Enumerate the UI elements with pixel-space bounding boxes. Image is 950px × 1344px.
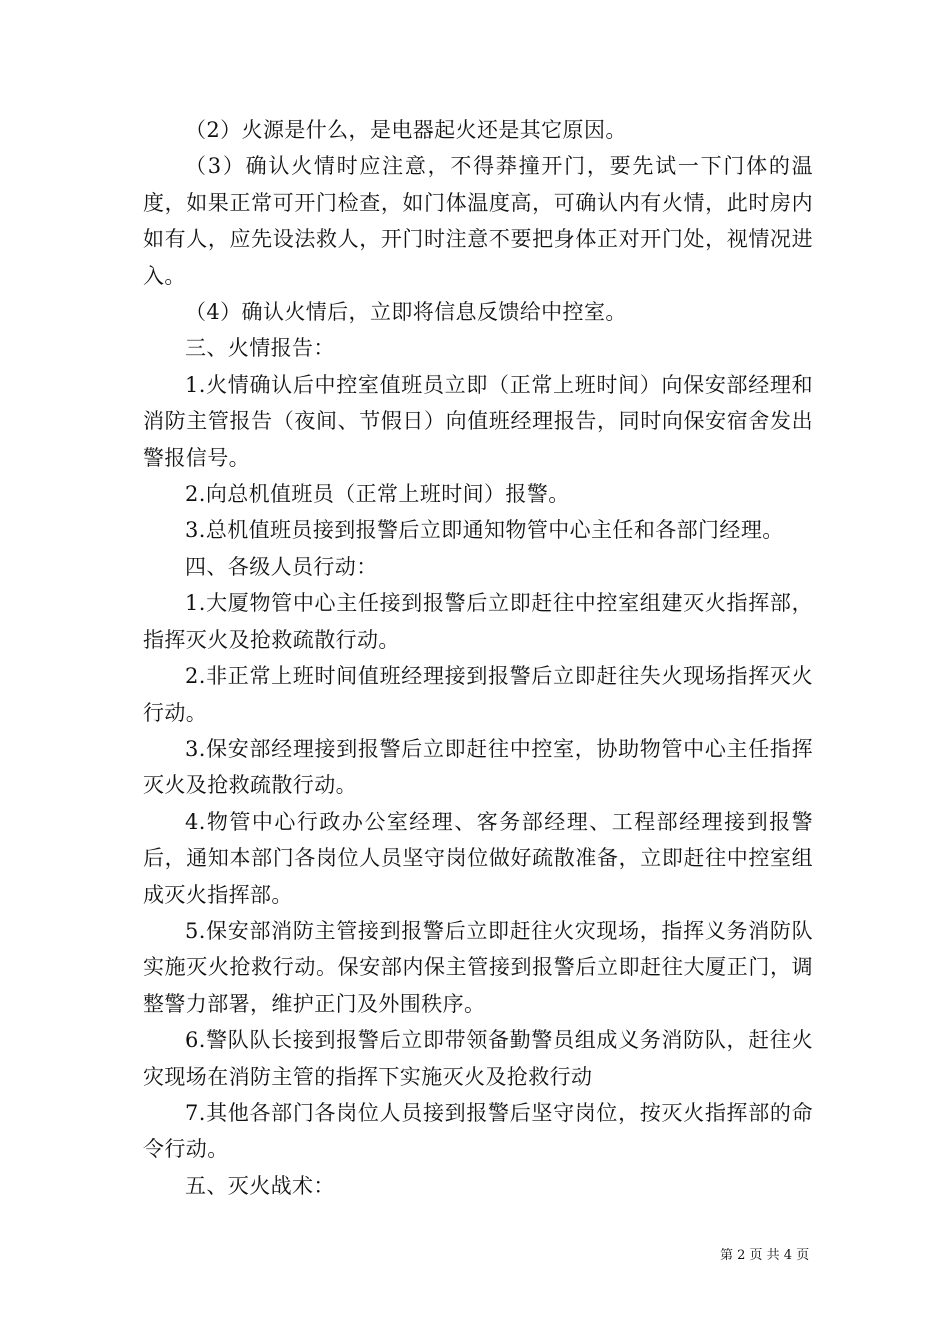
- paragraph-action-step-4: 4.物管中心行政办公室经理、客务部经理、工程部经理接到报警后，通知本部门各岗位人员坚守岗位做好疏散准备，立即赶往中控室组成灭火指挥部。: [143, 809, 813, 907]
- paragraph-report-step-2: 2.向总机值班员（正常上班时间）报警。: [185, 482, 570, 507]
- section-heading-firefighting-tactics: 五、灭火战术：: [185, 1173, 335, 1198]
- paragraph-report-step-1: 1.火情确认后中控室值班员立即（正常上班时间）向保安部经理和消防主管报告（夜间、节假日）向值班经理报告，同时向保安宿舍发出警报信号。: [143, 372, 813, 470]
- paragraph-confirm-fire-caution: （3）确认火情时应注意，不得莽撞开门，要先试一下门体的温度，如果正常可开门检查，如门体温度高，可确认内有火情，此时房内如有人，应先设法救人，开门时注意不要把身体正对开门处，视情况进入。: [143, 154, 813, 288]
- paragraph-action-step-7: 7.其他各部门各岗位人员接到报警后坚守岗位，按灭火指挥部的命令行动。: [143, 1100, 813, 1162]
- section-heading-fire-report: 三、火情报告：: [185, 336, 335, 361]
- paragraph-action-step-5: 5.保安部消防主管接到报警后立即赶往火灾现场，指挥义务消防队实施灭火抢救行动。保安部内保主管接到报警后立即赶往大厦正门，调整警力部署，维护正门及外围秩序。: [143, 918, 813, 1016]
- paragraph-report-step-3: 3.总机值班员接到报警后立即通知物管中心主任和各部门经理。: [185, 518, 784, 543]
- paragraph-fire-source: （2）火源是什么，是电器起火还是其它原因。: [185, 118, 627, 142]
- paragraph-action-step-1: 1.大厦物管中心主任接到报警后立即赶往中控室组建灭火指挥部，指挥灭火及抢救疏散行动。: [143, 591, 813, 652]
- section-heading-personnel-actions: 四、各级人员行动：: [185, 554, 378, 579]
- page-number-footer: 第 2 页 共 4 页: [720, 1248, 810, 1263]
- paragraph-action-step-6: 6.警队队长接到报警后立即带领备勤警员组成义务消防队，赶往火灾现场在消防主管的指挥下实施灭火及抢救行动: [143, 1028, 813, 1089]
- paragraph-action-step-3: 3.保安部经理接到报警后立即赶往中控室，协助物管中心主任指挥灭火及抢救疏散行动。: [143, 736, 813, 798]
- paragraph-report-to-control-room: （4）确认火情后，立即将信息反馈给中控室。: [185, 300, 627, 325]
- document-body: [143, 112, 813, 1204]
- paragraph-action-step-2: 2.非正常上班时间值班经理接到报警后立即赶往失火现场指挥灭火行动。: [143, 664, 813, 725]
